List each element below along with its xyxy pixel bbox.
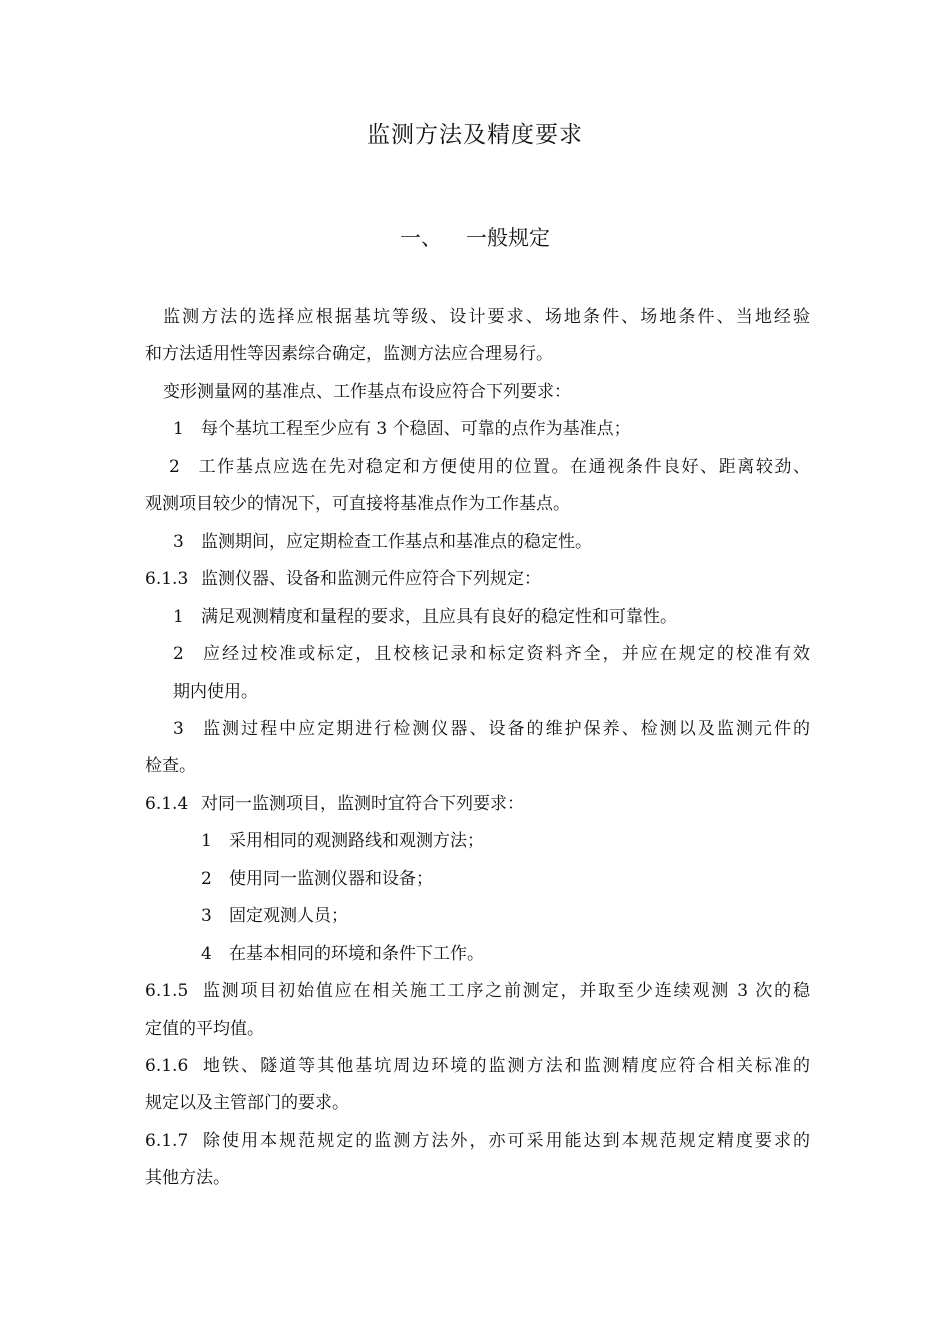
- clause-number: 6.1.5: [145, 981, 189, 1001]
- list-number: 1: [173, 607, 184, 627]
- clause-heading: [145, 567, 541, 591]
- section-number: 一、: [400, 226, 442, 250]
- paragraph-line: 其他方法。: [145, 1168, 230, 1188]
- list-number: 1: [201, 831, 212, 851]
- list-text: 固定观测人员；: [229, 906, 348, 926]
- clause-text: 监测仪器、设备和监测元件应符合下列规定：: [201, 569, 541, 589]
- paragraph-line: 定值的平均值。: [145, 1019, 264, 1039]
- list-text: 应经过校准或标定，且校核记录和标定资料齐全，并应在规定的校准有效: [201, 644, 810, 664]
- list-text: 监测期间，应定期检查工作基点和基准点的稳定性。: [201, 532, 592, 552]
- paragraph-line: 期内使用。: [173, 682, 258, 702]
- list-number: 3: [173, 532, 184, 552]
- clause-heading: [145, 1129, 810, 1153]
- list-text: 工作基点应选在先对稳定和方便使用的位置。在通视条件良好、距离较劲、: [197, 457, 810, 477]
- list-text: 满足观测精度和量程的要求，且应具有良好的稳定性和可靠性。: [201, 607, 677, 627]
- clause-number: 6.1.7: [145, 1131, 189, 1151]
- clause-heading: [145, 792, 524, 816]
- list-item: [201, 904, 348, 928]
- list-item: [173, 417, 631, 441]
- list-item: [173, 530, 592, 554]
- list-text: 监测过程中应定期进行检测仪器、设备的维护保养、检测以及监测元件的: [201, 719, 810, 739]
- clause-text: 除使用本规范规定的监测方法外，亦可采用能达到本规范规定精度要求的: [201, 1131, 810, 1151]
- document-title: 监测方法及精度要求: [367, 122, 583, 148]
- list-text: 使用同一监测仪器和设备；: [229, 869, 433, 889]
- list-number: 2: [173, 644, 184, 664]
- section-label: 一般规定: [466, 226, 550, 250]
- clause-heading: [145, 1054, 810, 1078]
- list-item: [145, 455, 810, 479]
- paragraph-line: 监测方法的选择应根据基坑等级、设计要求、场地条件、场地条件、当地经验: [163, 307, 810, 327]
- list-number: 4: [201, 944, 212, 964]
- list-text: 在基本相同的环境和条件下工作。: [229, 944, 484, 964]
- clause-text: 地铁、隧道等其他基坑周边环境的监测方法和监测精度应符合相关标准的: [201, 1056, 810, 1076]
- list-item: [201, 829, 484, 853]
- paragraph-line: 检查。: [145, 756, 196, 776]
- clause-text: 对同一监测项目，监测时宜符合下列要求：: [201, 794, 524, 814]
- list-number: 1: [173, 419, 184, 439]
- clause-number: 6.1.6: [145, 1056, 189, 1076]
- list-item: [201, 867, 433, 891]
- list-item: [201, 942, 484, 966]
- paragraph-line: 规定以及主管部门的要求。: [145, 1093, 349, 1113]
- clause-text: 监测项目初始值应在相关施工工序之前测定，并取至少连续观测 3 次的稳: [201, 981, 810, 1001]
- list-number: 2: [201, 869, 212, 889]
- list-text: 采用相同的观测路线和观测方法；: [229, 831, 484, 851]
- list-item: [173, 605, 677, 629]
- list-text: 每个基坑工程至少应有 3 个稳固、可靠的点作为基准点；: [201, 419, 631, 439]
- list-number: 2: [169, 457, 180, 477]
- paragraph-line: 和方法适用性等因素综合确定，监测方法应合理易行。: [145, 344, 553, 364]
- list-item: [145, 642, 810, 666]
- clause-heading: [145, 979, 810, 1003]
- clause-number: 6.1.4: [145, 794, 189, 814]
- paragraph-line: 变形测量网的基准点、工作基点布设应符合下列要求：: [163, 382, 571, 402]
- list-item: [145, 717, 810, 741]
- section-heading: [0, 222, 950, 252]
- list-number: 3: [201, 906, 212, 926]
- paragraph-line: 观测项目较少的情况下，可直接将基准点作为工作基点。: [145, 494, 570, 514]
- clause-number: 6.1.3: [145, 569, 189, 589]
- list-number: 3: [173, 719, 184, 739]
